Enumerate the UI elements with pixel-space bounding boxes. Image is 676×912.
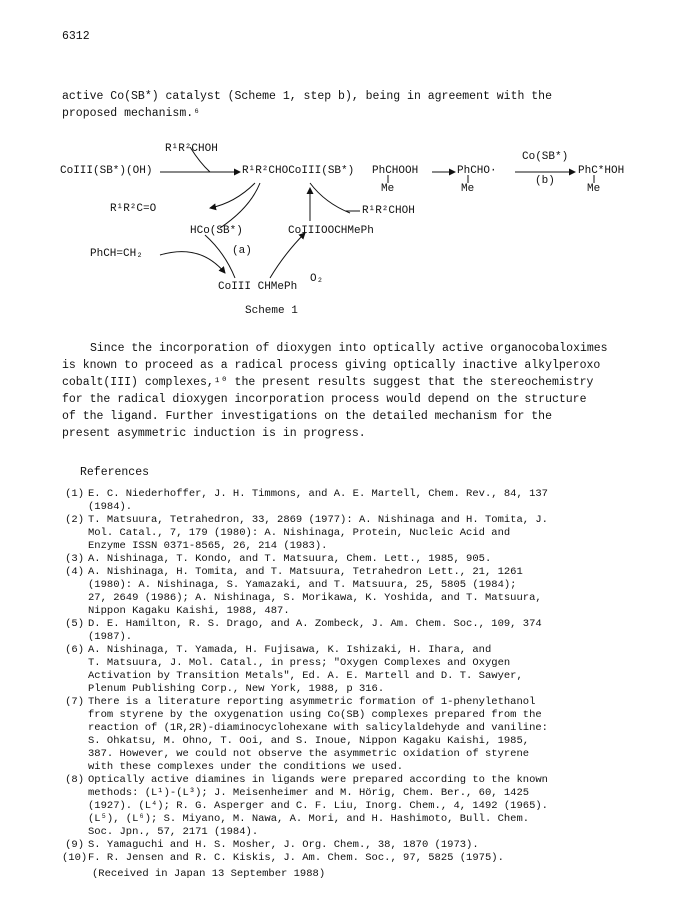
- scheme-radical: PhCHO·: [457, 165, 497, 177]
- scheme-right-alcohol: R¹R²CHOH: [362, 205, 415, 217]
- scheme-start: CoIII(SB*)(OH): [60, 165, 153, 177]
- reference-item: (7) There is a literature reporting asymmetric formation of 1-phenylethanol from styrene by the oxygenation using Co(SB) complexes prepared from the reaction of (1R,2R)-diaminocyclohexane with salicylaldehyde and vaniline: S. Ohkatsu, M. Ohno, T. Ooi, and S. Inoue, Nippon Kagaku Kaishi, 1985, 387. However, we could not observe the asymmetric oxidation of styrene with these complexes under the conditions we used.: [65, 696, 548, 773]
- intro-paragraph: active Co(SB*) catalyst (Scheme 1, step b), being in agreement with the proposed mechanism.⁶: [62, 90, 552, 120]
- scheme-catalyst: Co(SB*): [522, 151, 569, 163]
- scheme-1: [60, 133, 630, 333]
- scheme-ketone: R¹R²C=O: [110, 203, 157, 215]
- references-heading: References: [80, 466, 150, 479]
- scheme-oxygen: O₂: [310, 273, 324, 285]
- scheme-product-sub: Me: [587, 183, 601, 195]
- reference-item: (10) F. R. Jensen and R. C. Kiskis, J. Am. Chem. Soc., 97, 5825 (1975).: [62, 852, 504, 864]
- scheme-caption: Scheme 1: [245, 305, 298, 317]
- reference-item: (2) T. Matsuura, Tetrahedron, 33, 2869 (1977): A. Nishinaga and H. Tomita, J. Mol. Catal., 7, 179 (1980): A. Nishinaga, Protein, Nucleic Acid and Enzyme ISSN 0371-8565, 26, 214 (1983).: [65, 514, 548, 552]
- reference-item: (1) E. C. Niederhoffer, J. H. Timmons, and A. E. Martell, Chem. Rev., 84, 137 (1984).: [65, 488, 548, 513]
- reference-item: (8) Optically active diamines in ligands were prepared according to the known methods: (L¹)-(L³); J. Meisenheimer and M. Hörig, Chem. Ber., 60, 1425 (1927). (L⁴); R. G. Asperger and C. F. Liu, Inorg. Chem., 4, 1492 (1965). (L⁵), (L⁶); S. Miyano, M. Nawa, A. Mori, and H. Hashimoto, Bull. Chem. Soc. Jpn., 57, 2171 (1984).: [65, 774, 548, 838]
- page-number: 6312: [62, 30, 90, 43]
- scheme-product: PhC*HOH: [578, 165, 625, 177]
- discussion-paragraph: Since the incorporation of dioxygen into optically active organocobaloximes is known to proceed as a radical process giving optically inactive alkylperoxo cobalt(III) complexes,¹⁰ the present results suggest that the stereochemistry for the radical dioxygen incorporation process would depend on the structure of the ligand. Further investigations on the detailed mechanism for the present asymmetric induction is in progress.: [62, 342, 608, 440]
- scheme-hydride: HCo(SB*): [190, 225, 243, 237]
- reference-item: (5) D. E. Hamilton, R. S. Drago, and A. Zombeck, J. Am. Chem. Soc., 109, 374 (1987).: [65, 618, 542, 643]
- scheme-hydroperoxide: PhCHOOH: [372, 165, 419, 177]
- reference-item: (6) A. Nishinaga, T. Yamada, H. Fujisawa, K. Ishizaki, H. Ihara, and T. Matsuura, J. Mol. Catal., in press; "Oxygen Complexes and Oxygen Activation by Transition Metals", Ed. A. E. Martell and D. T. Sawyer, Plenum Publishing Corp., New York, 1988, p 316.: [65, 644, 523, 695]
- scheme-alkyl: CoIII CHMePh: [218, 281, 298, 293]
- scheme-peroxo: CoIIIOOCHMePh: [288, 225, 374, 237]
- scheme-step-b: (b): [535, 175, 555, 187]
- reference-item: (9) S. Yamaguchi and H. S. Mosher, J. Org. Chem., 38, 1870 (1973).: [65, 839, 479, 851]
- scheme-step-a: (a): [232, 245, 252, 257]
- scheme-intermediate: R¹R²CHOCoIII(SB*): [242, 165, 355, 177]
- reference-item: (3) A. Nishinaga, T. Kondo, and T. Matsuura, Chem. Lett., 1985, 905.: [65, 553, 492, 565]
- references-list: [62, 488, 642, 865]
- received-date: (Received in Japan 13 September 1988): [92, 868, 326, 880]
- scheme-hydroperoxide-sub: Me: [381, 183, 395, 195]
- scheme-top-reagent: R¹R²CHOH: [165, 143, 218, 155]
- scheme-radical-sub: Me: [461, 183, 475, 195]
- reference-item: (4) A. Nishinaga, H. Tomita, and T. Matsuura, Tetrahedron Lett., 21, 1261 (1980): A. Nishinaga, S. Yamazaki, and T. Matsuura, 25, 5805 (1984); 27, 2649 (1986); A. Nishinaga, S. Morikawa, K. Yoshida, and T. Matsuura, Nippon Kagaku Kaishi, 1988, 487.: [65, 566, 542, 617]
- scheme-styrene: PhCH=CH₂: [90, 248, 143, 260]
